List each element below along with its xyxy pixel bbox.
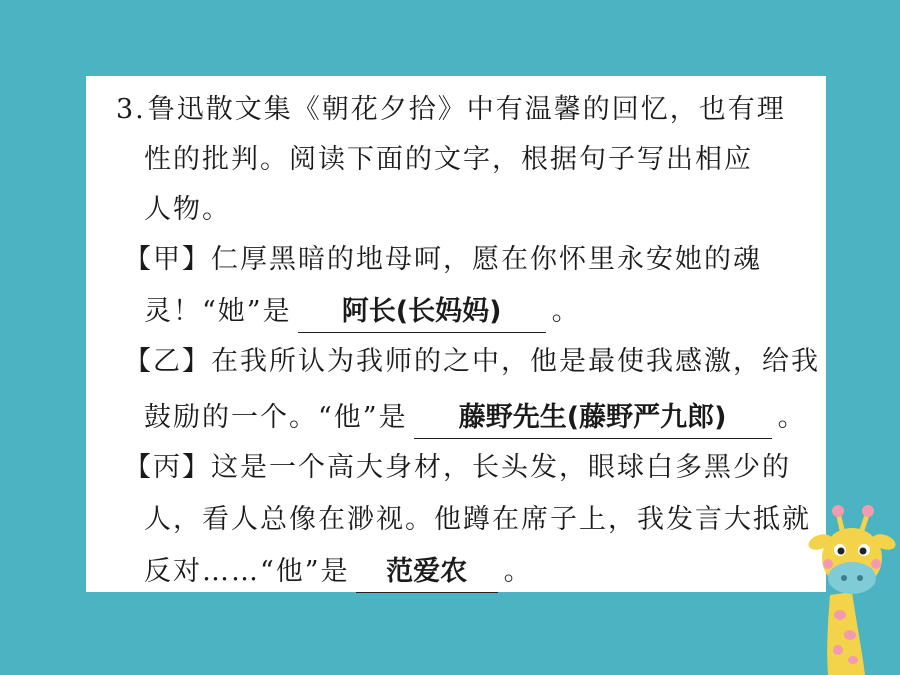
- question-number: 3.: [116, 94, 146, 125]
- answer-blank: 范爱农: [356, 552, 498, 593]
- giraffe-icon: [790, 500, 900, 675]
- answer-blank: 藤野先生(藤野严九郎): [414, 398, 772, 439]
- question-line-3: 人物。: [144, 194, 231, 225]
- answer-blank: 阿长(长妈妈): [298, 292, 546, 333]
- question-card: [86, 76, 826, 592]
- item-yi-line-1: 【乙】在我所认为我师的之中，他是最使我感激，给我: [124, 346, 820, 377]
- item-bing-line-3: 反对……“他”是 范爱农 。: [144, 552, 533, 593]
- question-line-2: 性的批判。阅读下面的文字，根据句子写出相应: [144, 144, 753, 175]
- item-jia-line-1: 【甲】仁厚黑暗的地母呵，愿在你怀里永安她的魂: [124, 244, 762, 275]
- question-line-1: 3.鲁迅散文集《朝花夕拾》中有温馨的回忆，也有理: [116, 94, 786, 125]
- item-bing-line-1: 【丙】这是一个高大身材，长头发，眼球白多黑少的: [124, 452, 791, 483]
- item-jia-line-2: 灵！“她”是 阿长(长妈妈) 。: [144, 292, 581, 333]
- item-tag: 【丙】: [124, 452, 211, 483]
- item-yi-line-2: 鼓励的一个。“他”是 藤野先生(藤野严九郎) 。: [144, 398, 807, 439]
- item-bing-line-2: 人，看人总像在渺视。他蹲在席子上，我发言大抵就: [144, 504, 811, 535]
- item-tag: 【乙】: [124, 346, 211, 377]
- item-tag: 【甲】: [124, 244, 211, 275]
